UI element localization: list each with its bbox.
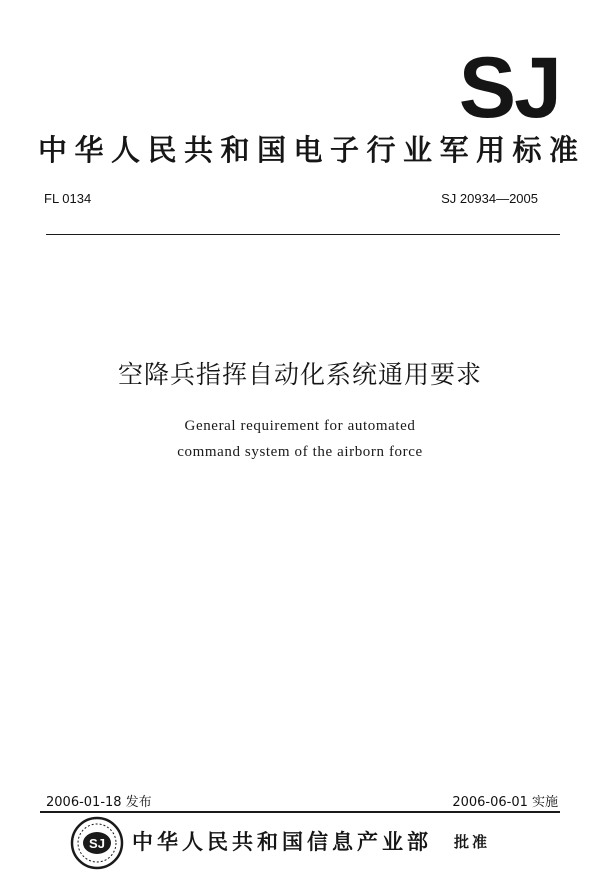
header-divider (46, 234, 560, 235)
document-title-english-line2: command system of the airborn force (177, 444, 423, 460)
standard-number: SJ 20934—2005 (441, 191, 538, 206)
document-title-chinese: 空降兵指挥自动化系统通用要求 (117, 360, 482, 389)
implementation-date: 2006-06-01 实施 (452, 795, 558, 810)
approval-label: 批准 (454, 833, 491, 851)
issuing-authority: 中华人民共和国信息产业部 (132, 830, 432, 854)
document-title-english-line1: General requirement for automated (184, 418, 416, 434)
footer-divider (40, 811, 560, 813)
issue-date: 2006-01-18 发布 (46, 795, 152, 810)
standard-category-heading: 中华人民共和国电子行业军用标准 (38, 133, 586, 167)
seal-text: SJ (89, 836, 105, 851)
ministry-seal-icon (70, 816, 124, 870)
classification-code: FL 0134 (44, 191, 92, 206)
sj-logo: SJ (458, 40, 560, 136)
